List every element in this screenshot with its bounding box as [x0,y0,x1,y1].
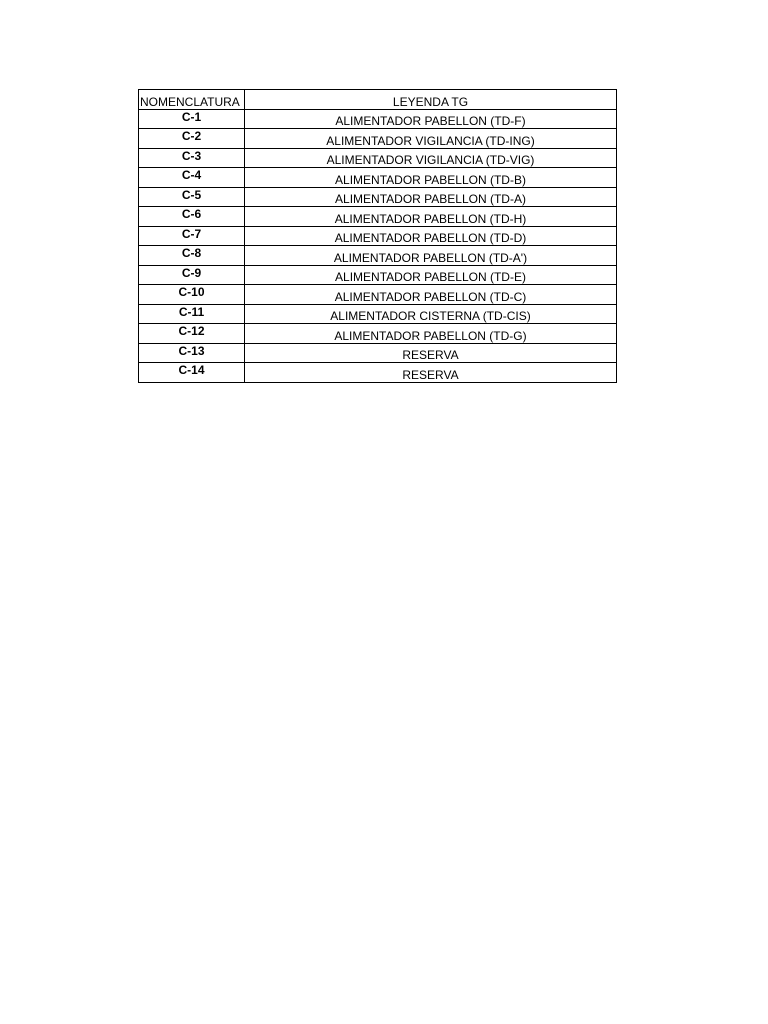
row-code: C-6 [139,207,245,227]
header-leyenda: LEYENDA TG [245,90,617,110]
row-code: C-13 [139,343,245,363]
table-row [139,207,617,227]
header-nomenclatura: NOMENCLATURA [139,90,245,110]
row-code: C-14 [139,363,245,383]
row-legend: ALIMENTADOR PABELLON (TD-A') [245,246,617,266]
row-code: C-7 [139,226,245,246]
row-code: C-4 [139,168,245,188]
row-code: C-5 [139,187,245,207]
table-row [139,324,617,344]
row-code: C-12 [139,324,245,344]
table-row [139,265,617,285]
table-row [139,246,617,266]
table-row [139,226,617,246]
table-row [139,109,617,129]
row-legend: ALIMENTADOR CISTERNA (TD-CIS) [245,304,617,324]
table-row [139,168,617,188]
row-legend: ALIMENTADOR PABELLON (TD-F) [245,109,617,129]
row-code: C-8 [139,246,245,266]
row-legend: RESERVA [245,363,617,383]
row-code: C-3 [139,148,245,168]
table-row [139,343,617,363]
row-legend: ALIMENTADOR PABELLON (TD-H) [245,207,617,227]
table-row [139,129,617,149]
table-row [139,285,617,305]
row-legend: ALIMENTADOR VIGILANCIA (TD-VIG) [245,148,617,168]
row-legend: RESERVA [245,343,617,363]
table-row [139,187,617,207]
row-legend: ALIMENTADOR PABELLON (TD-E) [245,265,617,285]
circuit-legend-table [138,89,617,383]
row-legend: ALIMENTADOR PABELLON (TD-A) [245,187,617,207]
table-row [139,363,617,383]
row-code: C-9 [139,265,245,285]
row-code: C-2 [139,129,245,149]
table-row [139,148,617,168]
row-code: C-1 [139,109,245,129]
row-legend: ALIMENTADOR PABELLON (TD-G) [245,324,617,344]
row-legend: ALIMENTADOR PABELLON (TD-D) [245,226,617,246]
row-code: C-10 [139,285,245,305]
row-code: C-11 [139,304,245,324]
row-legend: ALIMENTADOR VIGILANCIA (TD-ING) [245,129,617,149]
row-legend: ALIMENTADOR PABELLON (TD-C) [245,285,617,305]
row-legend: ALIMENTADOR PABELLON (TD-B) [245,168,617,188]
table-row [139,304,617,324]
table-header-row [139,90,617,110]
